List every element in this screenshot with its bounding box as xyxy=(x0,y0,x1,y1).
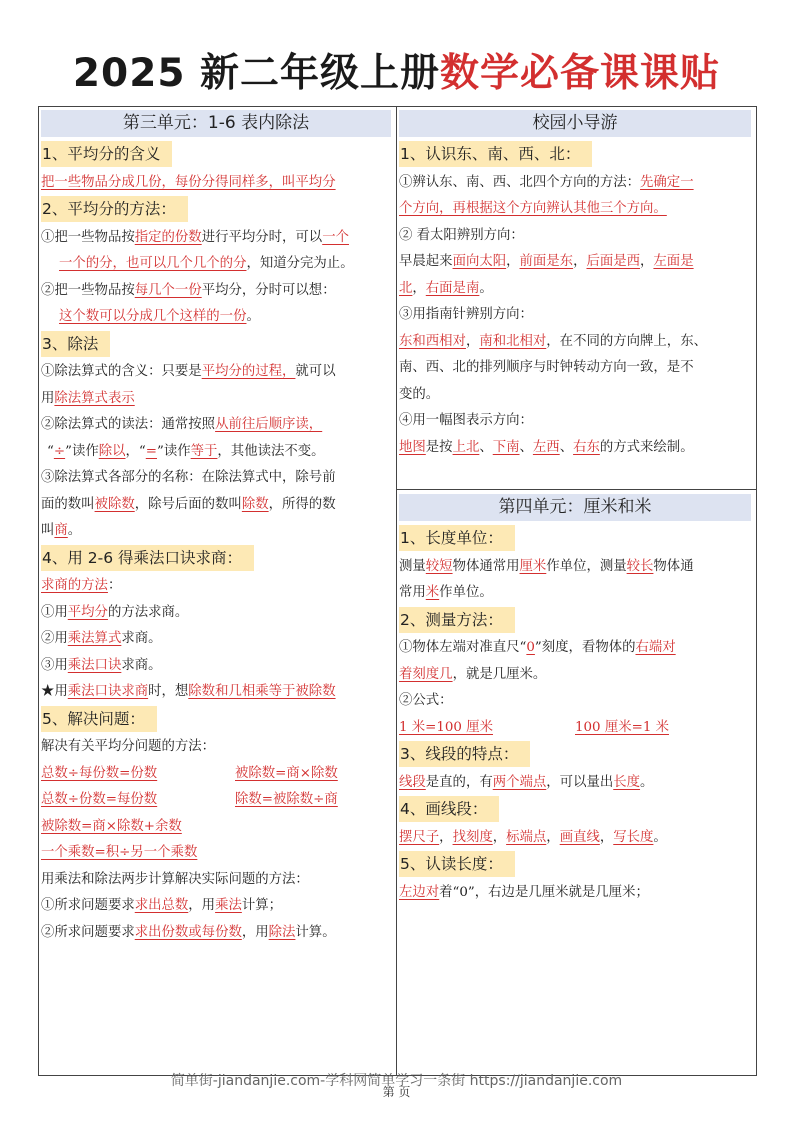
page-title xyxy=(0,42,793,98)
definition-text: 把一些物品分成几份，每份分得同样多，叫平均分 xyxy=(41,174,336,190)
section-heading: 2、测量方法： xyxy=(399,607,515,633)
paragraph: 左边对着“0”，右边是几厘米就是几厘米； xyxy=(399,884,649,900)
paragraph: 变的。 xyxy=(399,386,440,402)
right-top-column xyxy=(399,110,751,461)
paragraph: 面的数叫被除数，除号后面的数叫除数，所得的数 xyxy=(41,496,336,512)
section-divider xyxy=(396,489,757,490)
list-item: ①用平均分的方法求商。 xyxy=(41,604,189,620)
section-heading: 2、平均分的方法： xyxy=(41,196,188,222)
paragraph: ③除法算式各部分的名称：在除法算式中，除号前 xyxy=(41,470,336,485)
list-item: ②所求问题要求求出份数或每份数，用除法计算。 xyxy=(41,924,336,940)
list-item: ③用乘法口诀求商。 xyxy=(41,657,162,673)
paragraph: 东和西相对，南和北相对，在不同的方向牌上，东、 xyxy=(399,333,707,349)
section-heading: 5、认读长度： xyxy=(399,851,515,877)
paragraph: 用除法算式表示 xyxy=(41,390,135,406)
formula-row: 1 米=100 厘米 100 厘米=1 米 xyxy=(399,719,669,735)
unit-title: 第四单元：厘米和米 xyxy=(399,494,751,521)
paragraph: 早晨起来面向太阳，前面是东，后面是西，左面是 xyxy=(399,254,694,269)
paragraph: ②把一些物品按每几个一份平均分，分时可以想： xyxy=(41,282,336,298)
paragraph: 着刻度几，就是几厘米。 xyxy=(399,666,547,682)
section-heading: 5、解决问题： xyxy=(41,706,157,732)
formula-row: 总数÷每份数=份数 被除数=商×除数 xyxy=(41,765,338,781)
paragraph: ②公式： xyxy=(399,693,453,708)
unit-title: 第三单元：1-6 表内除法 xyxy=(41,110,391,137)
list-item: ②用乘法算式求商。 xyxy=(41,631,162,646)
section-heading: 3、除法 xyxy=(41,331,110,357)
title-part2: 数学必备课课贴 xyxy=(440,51,721,96)
paragraph: 北，右面是南。 xyxy=(399,280,493,296)
paragraph: ④用一幅图表示方向： xyxy=(399,413,533,428)
section-heading: 4、用 2-6 得乘法口诀求商： xyxy=(41,545,254,571)
paragraph: ② 看太阳辨别方向： xyxy=(399,227,524,243)
paragraph: 摆尺子，找刻度，标端点，画直线，写长度。 xyxy=(399,829,667,845)
formula: 一个乘数=积÷另一个乘数 xyxy=(41,845,198,860)
paragraph: ①辨认东、南、西、北四个方向的方法：先确定一 xyxy=(399,174,694,190)
left-column xyxy=(41,110,391,946)
section-heading: 1、长度单位： xyxy=(399,525,515,551)
section-heading: 1、平均分的含义 xyxy=(41,141,172,167)
paragraph: 地图是按上北、下南、左西、右东的方式来绘制。 xyxy=(399,439,694,455)
paragraph: 这个数可以分成几个这样的一份。 xyxy=(59,309,260,324)
section-heading: 3、线段的特点： xyxy=(399,741,530,767)
formula: 被除数=商×除数+余数 xyxy=(41,818,182,834)
list-item: ①所求问题要求求出总数，用乘法计算； xyxy=(41,898,283,913)
paragraph: 叫商。 xyxy=(41,523,82,538)
title-part1: 2025 新二年级上册 xyxy=(72,51,441,96)
section-heading: 4、画线段： xyxy=(399,796,499,822)
paragraph: 个方向，再根据这个方向辨认其他三个方向。 xyxy=(399,201,667,216)
paragraph: 用乘法和除法两步计算解决实际问题的方法： xyxy=(41,871,309,887)
column-divider xyxy=(396,106,397,1076)
section-heading: 1、认识东、南、西、北： xyxy=(399,141,592,167)
paragraph: 一个的分，也可以几个几个的分，知道分完为止。 xyxy=(59,256,354,271)
paragraph: ①除法算式的含义：只要是平均分的过程，就可以 xyxy=(41,364,336,379)
paragraph: “÷”读作除以，“=”读作等于，其他读法不变。 xyxy=(47,443,325,459)
paragraph: 测量较短物体通常用厘米作单位，测量较长物体通 xyxy=(399,558,694,574)
paragraph: 解决有关平均分问题的方法： xyxy=(41,739,216,754)
paragraph: ③用指南针辨别方向： xyxy=(399,307,533,322)
paragraph: ①物体左端对准直尺“0”刻度，看物体的右端对 xyxy=(399,640,676,655)
right-bottom-column xyxy=(399,494,751,906)
paragraph: ①把一些物品按指定的份数进行平均分时，可以一个 xyxy=(41,229,349,245)
paragraph: 常用米作单位。 xyxy=(399,585,493,600)
page-number: 第 页 xyxy=(382,1085,411,1099)
subheading: 求商的方法： xyxy=(41,578,122,593)
unit-title: 校园小导游 xyxy=(399,110,751,137)
list-item: ★用乘法口诀求商时，想除数和几相乘等于被除数 xyxy=(41,684,336,699)
watermark: 简单街-jiandanjie.com-学科网简单学习一条街 https://jiandanjie.com xyxy=(170,1073,623,1089)
formula-row: 总数÷份数=每份数 除数=被除数÷商 xyxy=(41,792,338,807)
paragraph: ②除法算式的读法：通常按照从前往后顺序读， xyxy=(41,417,323,432)
paragraph: 线段是直的，有两个端点，可以量出长度。 xyxy=(399,774,654,790)
paragraph: 南、西、北的排列顺序与时钟转动方向一致，是不 xyxy=(399,360,694,375)
